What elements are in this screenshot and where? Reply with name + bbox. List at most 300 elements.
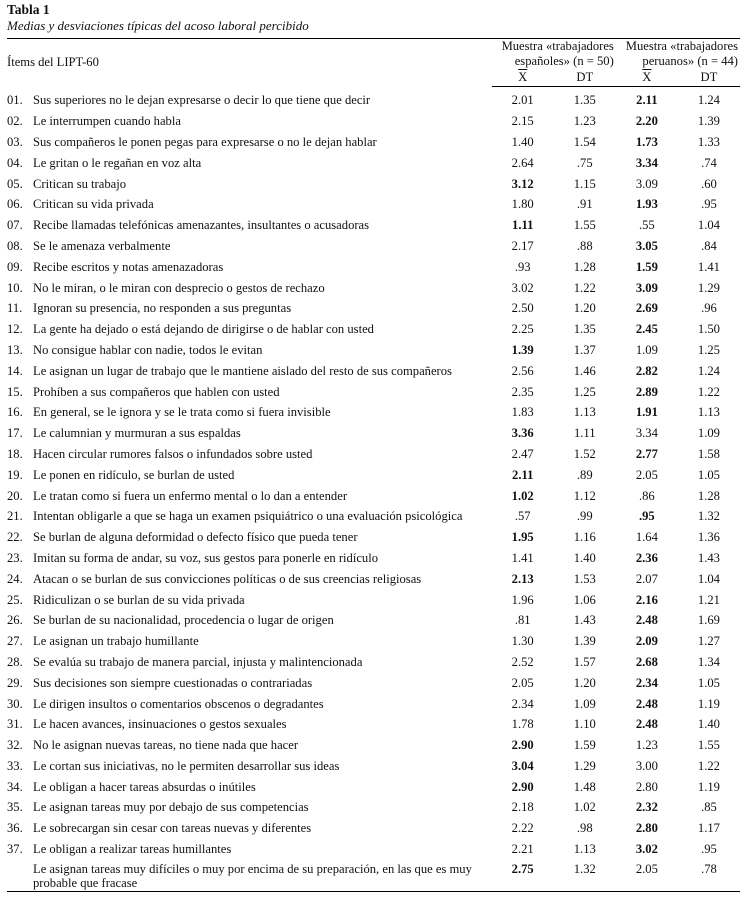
mean-peruvian-cell: 1.59 bbox=[635, 259, 658, 274]
item-cell bbox=[7, 298, 492, 319]
item-text: Le ponen en ridículo, se burlan de usted bbox=[33, 467, 235, 482]
mean-peruvian-cell: 2.20 bbox=[635, 114, 658, 129]
item-text: Le cortan sus iniciativas, no le permiten desarrollar sus ideas bbox=[33, 758, 340, 773]
item-cell bbox=[7, 672, 492, 693]
header-row bbox=[7, 39, 740, 69]
mean-peruvian-cell: 2.34 bbox=[635, 675, 658, 690]
mean-spanish-cell: 1.95 bbox=[511, 530, 534, 545]
mean-spanish-cell: 3.02 bbox=[511, 280, 534, 295]
sd-header-2: DT bbox=[700, 70, 718, 84]
mean-peruvian-cell: 2.69 bbox=[635, 301, 658, 316]
mean-spanish-cell: 2.11 bbox=[512, 467, 534, 482]
mean-spanish-cell: .57 bbox=[514, 509, 531, 524]
sd-peruvian-cell: 1.04 bbox=[697, 218, 720, 233]
mean-spanish-cell: 3.36 bbox=[511, 426, 534, 441]
item-text: Le obligan a hacer tareas absurdas o inútiles bbox=[33, 779, 256, 794]
item-number: 08. bbox=[7, 238, 23, 253]
sd-peruvian-cell: 1.27 bbox=[697, 634, 720, 649]
table-row bbox=[7, 298, 740, 319]
data-table bbox=[7, 39, 740, 890]
sd-peruvian-cell: 1.41 bbox=[697, 259, 720, 274]
mean-peruvian-cell: .55 bbox=[638, 218, 655, 233]
item-cell bbox=[7, 236, 492, 257]
sd-spanish-cell: 1.02 bbox=[573, 800, 596, 815]
mean-spanish-cell: 1.39 bbox=[511, 342, 534, 357]
sd-spanish-cell: 1.57 bbox=[573, 654, 596, 669]
table-row bbox=[7, 506, 740, 527]
mean-peruvian-cell: 1.93 bbox=[635, 197, 658, 212]
sd-spanish-cell: 1.12 bbox=[573, 488, 596, 503]
item-number: 05. bbox=[7, 176, 23, 191]
sd-spanish-cell: 1.39 bbox=[573, 634, 596, 649]
mean-spanish-cell: 2.25 bbox=[511, 322, 534, 337]
mean-spanish-cell: 2.15 bbox=[511, 114, 534, 129]
item-cell bbox=[7, 818, 492, 839]
item-number: 27. bbox=[7, 634, 23, 649]
mean-header-1: $\overline{X}$ bbox=[518, 70, 528, 84]
mean-peruvian-cell: 3.05 bbox=[635, 238, 658, 253]
item-cell bbox=[7, 589, 492, 610]
mean-spanish-cell: .81 bbox=[514, 613, 531, 628]
sd-peruvian-cell: 1.55 bbox=[697, 738, 720, 753]
table-row bbox=[7, 714, 740, 735]
table-row bbox=[7, 132, 740, 153]
sd-peruvian-cell: 1.29 bbox=[697, 280, 720, 295]
item-cell bbox=[7, 839, 492, 860]
item-number: 03. bbox=[7, 134, 23, 149]
mean-spanish-cell: 1.11 bbox=[512, 218, 534, 233]
item-number: 26. bbox=[7, 613, 23, 628]
item-text: Le calumnian y murmuran a sus espaldas bbox=[33, 426, 241, 441]
table-row bbox=[7, 672, 740, 693]
item-number: 30. bbox=[7, 696, 23, 711]
item-cell bbox=[7, 256, 492, 277]
item-number: 22. bbox=[7, 530, 23, 545]
mean-spanish-cell: 2.47 bbox=[511, 446, 534, 461]
sd-peruvian-cell: 1.50 bbox=[697, 322, 720, 337]
item-cell bbox=[7, 652, 492, 673]
item-cell bbox=[7, 859, 492, 890]
mean-peruvian-cell: .95 bbox=[638, 509, 655, 524]
mean-peruvian-cell: 2.07 bbox=[635, 571, 658, 586]
mean-peruvian-cell: 3.02 bbox=[635, 842, 658, 857]
item-cell bbox=[7, 610, 492, 631]
sd-spanish-cell: 1.22 bbox=[573, 280, 596, 295]
item-cell bbox=[7, 194, 492, 215]
sd-spanish-cell: 1.37 bbox=[573, 342, 596, 357]
mean-peruvian-cell: 1.23 bbox=[635, 738, 658, 753]
sd-spanish-cell: 1.06 bbox=[573, 592, 596, 607]
sd-spanish-cell: 1.55 bbox=[573, 218, 596, 233]
item-cell bbox=[7, 444, 492, 465]
mean-spanish-cell: 2.56 bbox=[511, 363, 534, 378]
sd-spanish-cell: 1.20 bbox=[573, 301, 596, 316]
sd-spanish-cell: 1.11 bbox=[573, 426, 596, 441]
sd-spanish-cell: 1.59 bbox=[573, 738, 596, 753]
item-text: Recibe llamadas telefónicas amenazantes, insultantes o acusadoras bbox=[33, 218, 370, 233]
sd-peruvian-cell: 1.17 bbox=[697, 821, 720, 836]
item-cell bbox=[7, 735, 492, 756]
mean-peruvian-cell: 1.91 bbox=[635, 405, 658, 420]
group-header-peruvian: Muestra «trabajadores peruanos» (n = 44) bbox=[625, 39, 738, 68]
mean-peruvian-cell: 1.73 bbox=[635, 134, 658, 149]
item-number: 31. bbox=[7, 717, 23, 732]
table-subtitle: Medias y desviaciones típicas del acoso laboral percibido bbox=[7, 18, 309, 33]
mean-spanish-cell: 2.34 bbox=[511, 696, 534, 711]
sd-spanish-cell: 1.13 bbox=[573, 405, 596, 420]
item-text: Le asignan un trabajo humillante bbox=[33, 634, 199, 649]
item-text: Imitan su forma de andar, su voz, sus gestos para ponerle en ridículo bbox=[33, 550, 379, 565]
item-text: Hacen circular rumores falsos o infundados sobre usted bbox=[33, 446, 313, 461]
table-row bbox=[7, 610, 740, 631]
sd-peruvian-cell: 1.09 bbox=[697, 426, 720, 441]
item-text: Se le amenaza verbalmente bbox=[33, 238, 171, 253]
mean-spanish-cell: .93 bbox=[514, 259, 531, 274]
mean-spanish-cell: 1.78 bbox=[511, 717, 534, 732]
item-cell bbox=[7, 631, 492, 652]
sd-peruvian-cell: .84 bbox=[701, 238, 717, 253]
mean-peruvian-cell: 3.34 bbox=[635, 155, 658, 170]
item-text: Le interrumpen cuando habla bbox=[33, 114, 181, 129]
sd-spanish-cell: .89 bbox=[576, 467, 593, 482]
item-number: 37. bbox=[7, 842, 23, 857]
item-number: 07. bbox=[7, 218, 23, 233]
mean-peruvian-cell: 2.48 bbox=[635, 717, 658, 732]
sd-spanish-cell: 1.40 bbox=[573, 550, 596, 565]
sd-peruvian-cell: 1.22 bbox=[697, 758, 720, 773]
sd-spanish-cell: 1.46 bbox=[573, 363, 596, 378]
table-row bbox=[7, 859, 740, 890]
item-text: Prohíben a sus compañeros que hablen con usted bbox=[33, 384, 280, 399]
item-cell bbox=[7, 568, 492, 589]
sd-spanish-cell: 1.35 bbox=[573, 93, 596, 108]
table-row bbox=[7, 215, 740, 236]
table-row bbox=[7, 402, 740, 423]
sd-spanish-cell: .88 bbox=[576, 238, 593, 253]
item-number: 16. bbox=[7, 405, 23, 420]
table-row bbox=[7, 340, 740, 361]
mean-peruvian-cell: 2.77 bbox=[635, 446, 658, 461]
item-number: 10. bbox=[7, 280, 23, 295]
table-row bbox=[7, 360, 740, 381]
item-cell bbox=[7, 776, 492, 797]
item-cell bbox=[7, 215, 492, 236]
table-row bbox=[7, 652, 740, 673]
item-number: 12. bbox=[7, 322, 23, 337]
mean-header-2: $\overline{X}$ bbox=[642, 70, 652, 84]
mean-spanish-cell: 1.02 bbox=[511, 488, 534, 503]
mean-peruvian-cell: 2.82 bbox=[635, 363, 658, 378]
item-number: 01. bbox=[7, 93, 23, 108]
item-number: 28. bbox=[7, 654, 23, 669]
mean-peruvian-cell: 2.48 bbox=[635, 696, 658, 711]
mean-peruvian-cell: 2.68 bbox=[635, 654, 658, 669]
item-text: Critican su trabajo bbox=[33, 176, 127, 191]
sd-spanish-cell: 1.13 bbox=[573, 842, 596, 857]
sd-spanish-cell: 1.43 bbox=[573, 613, 596, 628]
sd-spanish-cell: 1.28 bbox=[573, 259, 596, 274]
table-row bbox=[7, 194, 740, 215]
table-body bbox=[7, 87, 740, 891]
sd-peruvian-cell: 1.25 bbox=[697, 342, 720, 357]
sd-peruvian-cell: 1.21 bbox=[697, 592, 720, 607]
sd-peruvian-cell: 1.13 bbox=[697, 405, 720, 420]
sd-peruvian-cell: 1.22 bbox=[697, 384, 720, 399]
item-text: Le asignan tareas muy por debajo de sus competencias bbox=[33, 800, 309, 815]
table-row bbox=[7, 111, 740, 132]
sd-peruvian-cell: 1.69 bbox=[697, 613, 720, 628]
table-row bbox=[7, 631, 740, 652]
item-text: Le hacen avances, insinuaciones o gestos sexuales bbox=[33, 717, 287, 732]
mean-spanish-cell: 1.80 bbox=[511, 197, 534, 212]
sd-peruvian-cell: .95 bbox=[701, 842, 717, 857]
item-number: 06. bbox=[7, 197, 23, 212]
sd-peruvian-cell: 1.05 bbox=[697, 675, 720, 690]
item-cell bbox=[7, 485, 492, 506]
item-number: 15. bbox=[7, 384, 23, 399]
sd-peruvian-cell: .85 bbox=[701, 800, 717, 815]
table-row bbox=[7, 277, 740, 298]
item-text: Le asignan un lugar de trabajo que le mantiene aislado del resto de sus compañeros bbox=[33, 363, 452, 378]
table-row bbox=[7, 87, 740, 111]
mean-spanish-cell: 3.12 bbox=[511, 176, 534, 191]
item-cell bbox=[7, 381, 492, 402]
item-number: 35. bbox=[7, 800, 23, 815]
sd-peruvian-cell: 1.58 bbox=[697, 446, 720, 461]
mean-spanish-cell: 2.13 bbox=[511, 571, 534, 586]
mean-peruvian-cell: 1.64 bbox=[635, 530, 658, 545]
item-cell bbox=[7, 340, 492, 361]
item-text: Se evalúa su trabajo de manera parcial, injusta y malintencionada bbox=[33, 654, 363, 669]
item-cell bbox=[7, 506, 492, 527]
mean-peruvian-cell: 2.11 bbox=[636, 93, 658, 108]
sd-spanish-cell: .99 bbox=[576, 509, 593, 524]
mean-spanish-cell: 2.35 bbox=[511, 384, 534, 399]
sd-peruvian-cell: 1.04 bbox=[697, 571, 720, 586]
item-cell bbox=[7, 714, 492, 735]
sd-peruvian-cell: .74 bbox=[701, 155, 717, 170]
mean-peruvian-cell: 3.00 bbox=[635, 758, 658, 773]
item-number: 23. bbox=[7, 550, 23, 565]
item-cell bbox=[7, 693, 492, 714]
item-number: 29. bbox=[7, 675, 23, 690]
sd-peruvian-cell: 1.39 bbox=[697, 114, 720, 129]
item-text: Le tratan como si fuera un enfermo mental o lo dan a entender bbox=[33, 488, 348, 503]
table-row bbox=[7, 485, 740, 506]
sd-peruvian-cell: 1.28 bbox=[697, 488, 720, 503]
table-row bbox=[7, 444, 740, 465]
table-row bbox=[7, 568, 740, 589]
mean-peruvian-cell: 2.80 bbox=[635, 821, 658, 836]
mean-spanish-cell: 1.41 bbox=[511, 550, 534, 565]
mean-peruvian-cell: 2.36 bbox=[635, 550, 658, 565]
mean-spanish-cell: 1.30 bbox=[511, 634, 534, 649]
sd-peruvian-cell: .78 bbox=[701, 862, 717, 877]
mean-peruvian-cell: 2.48 bbox=[635, 613, 658, 628]
item-number: 36. bbox=[7, 821, 23, 836]
sd-peruvian-cell: 1.40 bbox=[697, 717, 720, 732]
sd-spanish-cell: 1.16 bbox=[573, 530, 596, 545]
mean-spanish-cell: 2.22 bbox=[511, 821, 534, 836]
item-cell bbox=[7, 111, 492, 132]
item-text: Atacan o se burlan de sus convicciones políticas o de sus creencias religiosas bbox=[33, 571, 422, 586]
item-cell bbox=[7, 527, 492, 548]
item-number bbox=[7, 862, 33, 876]
item-text: Se burlan de alguna deformidad o defecto físico que pueda tener bbox=[33, 530, 358, 545]
sd-spanish-cell: 1.10 bbox=[573, 717, 596, 732]
sd-peruvian-cell: 1.36 bbox=[697, 530, 720, 545]
sd-peruvian-cell: 1.24 bbox=[697, 363, 720, 378]
sd-spanish-cell: 1.09 bbox=[573, 696, 596, 711]
table-row bbox=[7, 735, 740, 756]
table-row bbox=[7, 776, 740, 797]
item-cell bbox=[7, 756, 492, 777]
mean-spanish-cell: 3.04 bbox=[511, 758, 534, 773]
item-number: 04. bbox=[7, 155, 23, 170]
item-cell bbox=[7, 319, 492, 340]
item-cell bbox=[7, 548, 492, 569]
mean-spanish-cell: 2.50 bbox=[511, 301, 534, 316]
mean-spanish-cell: 2.64 bbox=[511, 155, 534, 170]
item-cell bbox=[7, 132, 492, 153]
mean-peruvian-cell: 3.34 bbox=[635, 426, 658, 441]
item-text: Ridiculizan o se burlan de su vida privada bbox=[33, 592, 245, 607]
item-text: La gente ha dejado o está dejando de dirigirse o de hablar con usted bbox=[33, 322, 374, 337]
sd-spanish-cell: .91 bbox=[576, 197, 593, 212]
mean-peruvian-cell: 2.16 bbox=[635, 592, 658, 607]
item-cell bbox=[7, 87, 492, 111]
table-row bbox=[7, 527, 740, 548]
mean-peruvian-cell: 2.05 bbox=[635, 467, 658, 482]
item-number: 19. bbox=[7, 467, 23, 482]
item-text: Sus decisiones son siempre cuestionadas o contrariadas bbox=[33, 675, 313, 690]
mean-spanish-cell: 2.90 bbox=[511, 779, 534, 794]
item-cell bbox=[7, 173, 492, 194]
item-cell bbox=[7, 423, 492, 444]
item-text: Le gritan o le regañan en voz alta bbox=[33, 155, 202, 170]
item-text: Sus superiores no le dejan expresarse o decir lo que tiene que decir bbox=[33, 93, 371, 108]
sd-peruvian-cell: 1.24 bbox=[697, 93, 720, 108]
item-cell bbox=[7, 152, 492, 173]
table-row bbox=[7, 797, 740, 818]
item-number: 21. bbox=[7, 509, 23, 524]
table-row bbox=[7, 381, 740, 402]
table-row bbox=[7, 256, 740, 277]
mean-peruvian-cell: 1.09 bbox=[635, 342, 658, 357]
item-text: Se burlan de su nacionalidad, procedencia o lugar de origen bbox=[33, 613, 334, 628]
item-cell bbox=[7, 797, 492, 818]
sd-spanish-cell: 1.20 bbox=[573, 675, 596, 690]
mean-peruvian-cell: 3.09 bbox=[635, 176, 658, 191]
item-text: Ignoran su presencia, no responden a sus preguntas bbox=[33, 301, 292, 316]
mean-spanish-cell: 1.40 bbox=[511, 134, 534, 149]
mean-spanish-cell: 2.21 bbox=[511, 842, 534, 857]
sd-peruvian-cell: .96 bbox=[701, 301, 717, 316]
item-number: 13. bbox=[7, 342, 23, 357]
mean-peruvian-cell: .86 bbox=[638, 488, 655, 503]
mean-peruvian-cell: 2.89 bbox=[635, 384, 658, 399]
item-number: 18. bbox=[7, 446, 23, 461]
mean-spanish-cell: 2.01 bbox=[511, 93, 534, 108]
sd-peruvian-cell: 1.43 bbox=[697, 550, 720, 565]
items-header: Ítems del LIPT-60 bbox=[7, 55, 99, 70]
item-number: 32. bbox=[7, 738, 23, 753]
item-text: En general, se le ignora y se le trata como si fuera invisible bbox=[33, 405, 331, 420]
sd-header-1: DT bbox=[576, 70, 594, 84]
sd-spanish-cell: .75 bbox=[576, 155, 593, 170]
sd-spanish-cell: 1.48 bbox=[573, 779, 596, 794]
sd-spanish-cell: 1.35 bbox=[573, 322, 596, 337]
sd-peruvian-cell: 1.19 bbox=[697, 779, 720, 794]
mean-peruvian-cell: 2.05 bbox=[635, 862, 658, 877]
item-text: Le obligan a realizar tareas humillantes bbox=[33, 842, 232, 857]
mean-peruvian-cell: 2.09 bbox=[635, 634, 658, 649]
item-text: Intentan obligarle a que se haga un examen psiquiátrico o una evaluación psicológica bbox=[33, 509, 463, 524]
mean-spanish-cell: 1.96 bbox=[511, 592, 534, 607]
sd-peruvian-cell: .95 bbox=[701, 197, 717, 212]
table-row bbox=[7, 236, 740, 257]
table-row bbox=[7, 548, 740, 569]
mean-spanish-cell: 1.83 bbox=[511, 405, 534, 420]
mean-spanish-cell: 2.05 bbox=[511, 675, 534, 690]
item-number: 33. bbox=[7, 758, 23, 773]
item-number: 17. bbox=[7, 426, 23, 441]
item-text: Sus compañeros le ponen pegas para expresarse o no le dejan hablar bbox=[33, 134, 377, 149]
mean-spanish-cell: 2.17 bbox=[511, 238, 534, 253]
item-number: 25. bbox=[7, 592, 23, 607]
table-row bbox=[7, 839, 740, 860]
table-row bbox=[7, 818, 740, 839]
item-text: No le asignan nuevas tareas, no tiene nada que hacer bbox=[33, 738, 299, 753]
table-row bbox=[7, 693, 740, 714]
sd-spanish-cell: 1.15 bbox=[573, 176, 596, 191]
table-row bbox=[7, 589, 740, 610]
item-number: 20. bbox=[7, 488, 23, 503]
table-row bbox=[7, 173, 740, 194]
item-number: 34. bbox=[7, 779, 23, 794]
item-cell bbox=[7, 464, 492, 485]
item-number: 14. bbox=[7, 363, 23, 378]
item-text: Le asignan tareas muy difíciles o muy por encima de su preparación, en las que es muy probable que fracase bbox=[33, 862, 472, 891]
sd-peruvian-cell: 1.33 bbox=[697, 134, 720, 149]
sd-spanish-cell: 1.25 bbox=[573, 384, 596, 399]
mean-spanish-cell: 2.90 bbox=[511, 738, 534, 753]
item-text: Critican su vida privada bbox=[33, 197, 154, 212]
sd-spanish-cell: 1.23 bbox=[573, 114, 596, 129]
sd-peruvian-cell: .60 bbox=[701, 176, 717, 191]
item-text: Le sobrecargan sin cesar con tareas nuevas y diferentes bbox=[33, 821, 312, 836]
table-container bbox=[7, 2, 740, 892]
sd-peruvian-cell: 1.05 bbox=[697, 467, 720, 482]
item-number: 09. bbox=[7, 259, 23, 274]
item-cell bbox=[7, 402, 492, 423]
sd-peruvian-cell: 1.32 bbox=[697, 509, 720, 524]
table-row bbox=[7, 756, 740, 777]
mean-peruvian-cell: 2.32 bbox=[635, 800, 658, 815]
sd-peruvian-cell: 1.19 bbox=[697, 696, 720, 711]
mean-peruvian-cell: 3.09 bbox=[635, 280, 658, 295]
group-header-spanish: Muestra «trabajadores españoles» (n = 50) bbox=[501, 39, 614, 68]
item-cell bbox=[7, 360, 492, 381]
item-number: 24. bbox=[7, 571, 23, 586]
item-number: 02. bbox=[7, 114, 23, 129]
sd-spanish-cell: 1.53 bbox=[573, 571, 596, 586]
mean-peruvian-cell: 2.80 bbox=[635, 779, 658, 794]
table-row bbox=[7, 464, 740, 485]
item-text: No consigue hablar con nadie, todos le evitan bbox=[33, 342, 263, 357]
bottom-rule bbox=[7, 891, 740, 892]
sd-spanish-cell: .98 bbox=[576, 821, 593, 836]
